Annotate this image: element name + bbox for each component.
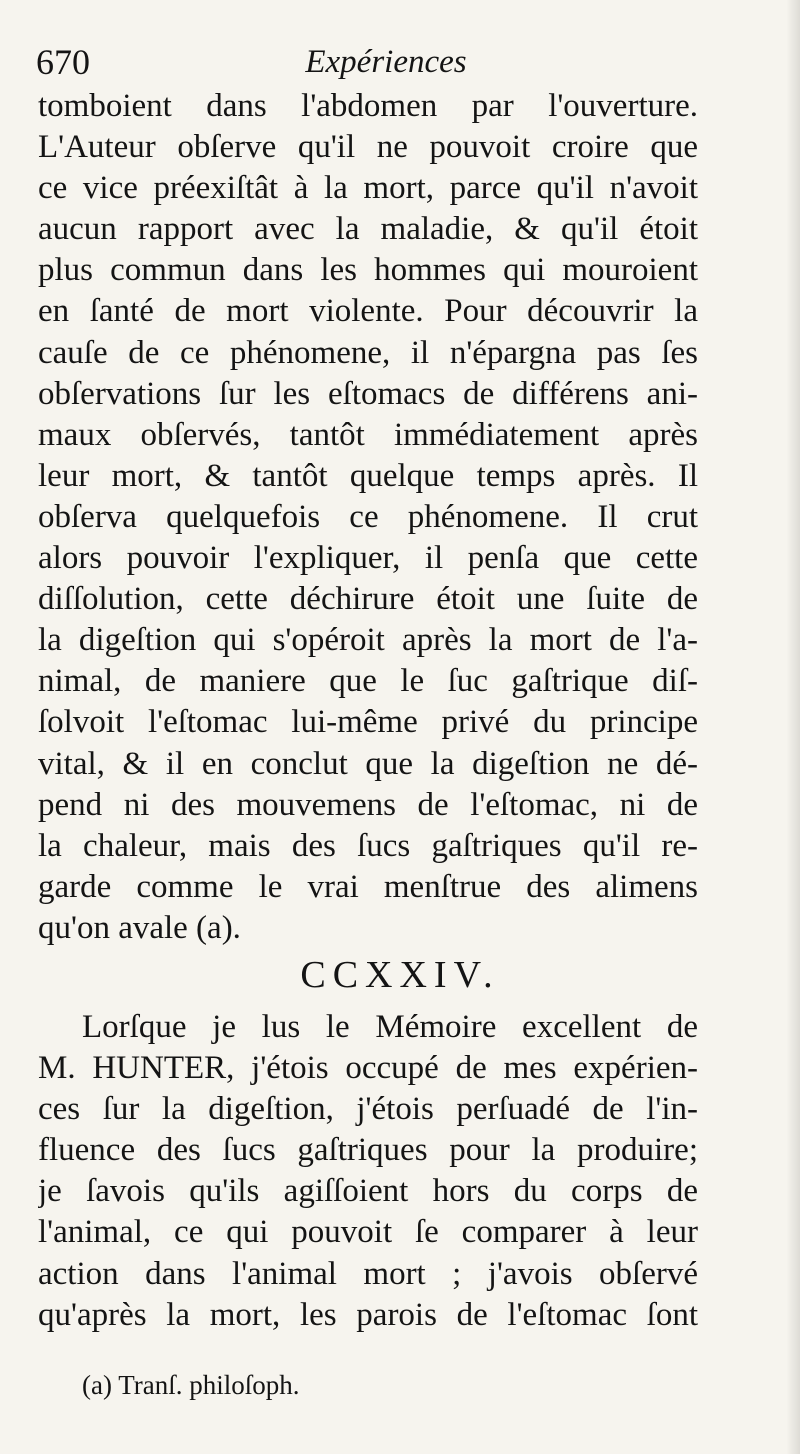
text-line: la digeſtion qui s'opéroit après la mort de l'a- xyxy=(38,622,698,659)
text-line: aucun rapport avec la maladie, & qu'il étoit xyxy=(38,211,698,248)
text-line: l'animal, ce qui pouvoit ſe comparer à leur xyxy=(38,1214,698,1251)
text-line: leur mort, & tantôt quelque temps après. Il xyxy=(38,457,698,494)
text-line: plus commun dans les hommes qui mouroient xyxy=(38,252,698,289)
text-line: ſolvoit l'eſtomac lui-même privé du principe xyxy=(38,704,698,741)
page-number: 670 xyxy=(36,42,90,82)
text-line: en ſanté de mort violente. Pour découvrir la xyxy=(38,293,698,330)
text-line: vital, & il en conclut que la digeſtion ne dé- xyxy=(38,745,698,782)
paragraph-1 xyxy=(38,86,698,949)
text-line: qu'on avale (a). xyxy=(38,909,241,946)
text-line: ce vice préexiſtât à la mort, parce qu'il n'avoit xyxy=(38,170,698,207)
text-line: garde comme le vrai menſtrue des alimens xyxy=(38,868,698,905)
page-header xyxy=(36,40,736,84)
text-line: L'Auteur obſerve qu'il ne pouvoit croire que xyxy=(38,129,698,166)
text-line: action dans l'animal mort ; j'avois obſervé xyxy=(38,1255,698,1292)
text-line: qu'après la mort, les parois de l'eſtomac ſont xyxy=(38,1296,698,1333)
text-line: M. HUNTER, j'étois occupé de mes expérien- xyxy=(38,1050,698,1087)
text-line: la chaleur, mais des ſucs gaſtriques qu'il re- xyxy=(38,827,698,864)
text-line: pend ni des mouvemens de l'eſtomac, ni de xyxy=(38,786,698,823)
text-line: diſſolution, cette déchirure étoit une ſuite de xyxy=(38,581,698,618)
text-line: maux obſervés, tantôt immédiatement après xyxy=(38,416,698,453)
text-line: fluence des ſucs gaſtriques pour la produire; xyxy=(38,1132,698,1169)
text-line: cauſe de ce phénomene, il n'épargna pas ſes xyxy=(38,334,698,371)
text-line: obſervations ſur les eſtomacs de différens ani- xyxy=(38,375,698,412)
text-line: obſerva quelquefois ce phénomene. Il crut xyxy=(38,498,698,535)
text-line: je ſavois qu'ils agiſſoient hors du corps de xyxy=(38,1173,698,1210)
paragraph-2 xyxy=(38,1007,698,1336)
text-line: nimal, de maniere que le ſuc gaſtrique diſ- xyxy=(38,663,698,700)
text-line: Lorſque je lus le Mémoire excellent de xyxy=(82,1009,698,1045)
running-head: Expériences xyxy=(305,44,467,80)
text-line: tomboient dans l'abdomen par l'ouverture. xyxy=(38,88,698,124)
text-line: ces ſur la digeſtion, j'étois perſuadé de l'in- xyxy=(38,1091,698,1128)
text-line: alors pouvoir l'expliquer, il penſa que cette xyxy=(38,540,698,577)
footnote: (a) Tranſ. philoſoph. xyxy=(82,1370,300,1400)
page-edge-shadow xyxy=(786,0,800,1454)
section-heading: CCXXIV. xyxy=(300,954,500,996)
